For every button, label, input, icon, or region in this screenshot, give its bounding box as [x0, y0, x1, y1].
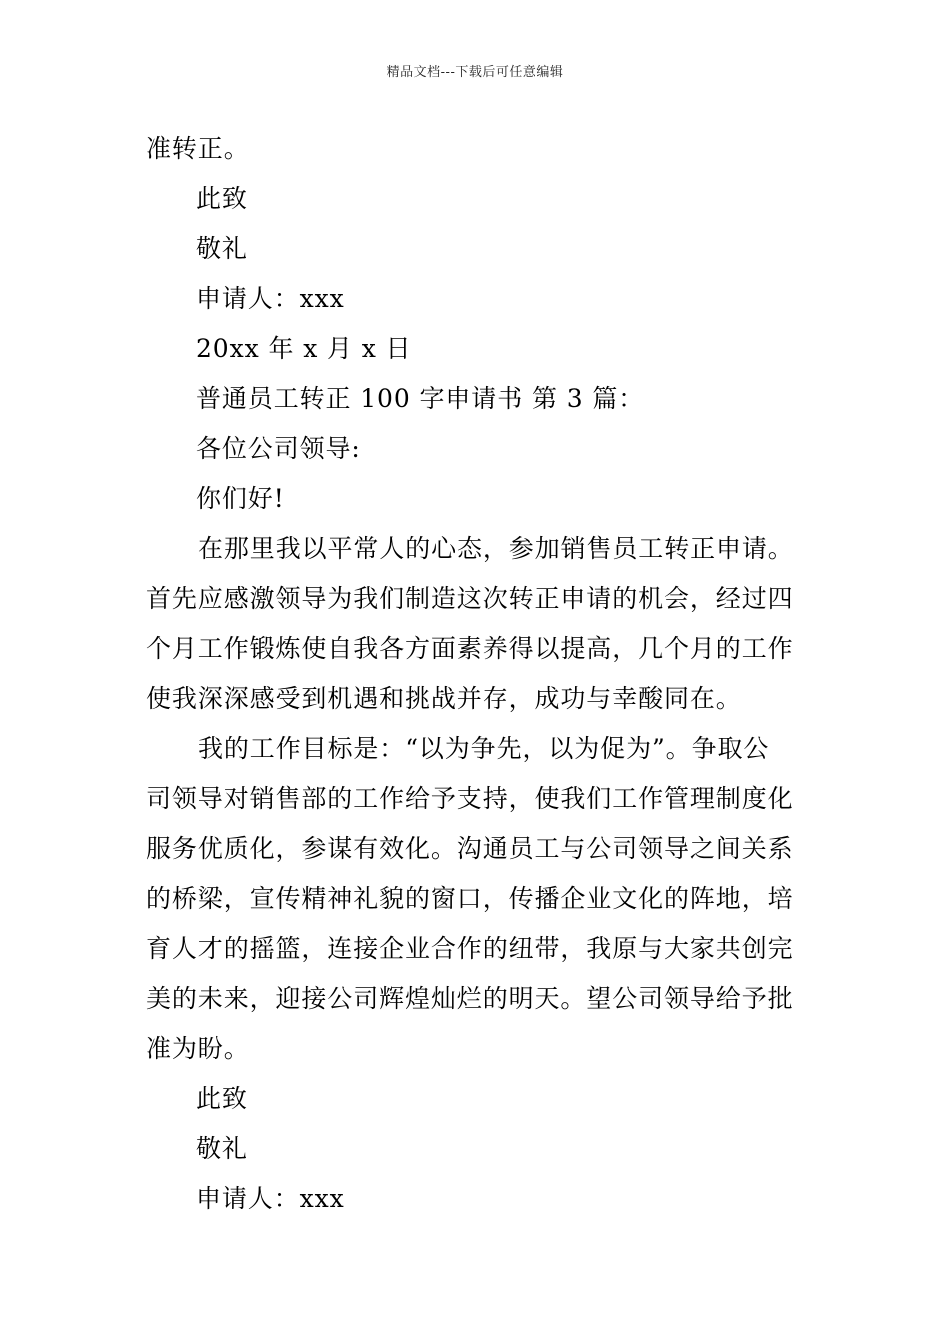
paragraph-line: 服务优质化，参谋有效化。沟通员工与公司领导之间关系: [146, 834, 794, 863]
greeting-hello: 你们好!: [196, 484, 285, 513]
document-body: [146, 124, 810, 1224]
paragraph-line: 准为盼。: [146, 1034, 250, 1063]
closing-salutation: 此致: [196, 184, 248, 213]
paragraph-line: 使我深深感受到机遇和挑战并存，成功与幸酸同在。: [146, 684, 742, 713]
paragraph-line: 司领导对销售部的工作给予支持，使我们工作管理制度化: [146, 784, 794, 813]
applicant-signature: 申请人：xxx: [196, 284, 345, 313]
greeting-recipients: 各位公司领导:: [196, 434, 361, 463]
section-title: 普通员工转正 100 字申请书 第 3 篇：: [196, 384, 645, 413]
applicant-signature: 申请人：xxx: [196, 1184, 345, 1213]
closing-regards: 敬礼: [196, 1134, 248, 1163]
paragraph-line: 我的工作目标是：“以为争先，以为促为”。争取公: [198, 734, 770, 763]
paragraph-line: 育人才的摇篮，连接企业合作的纽带，我原与大家共创完: [146, 934, 794, 963]
closing-regards: 敬礼: [196, 234, 248, 263]
signature-date: 20xx 年 x 月 x 日: [196, 334, 412, 363]
paragraph-line: 在那里我以平常人的心态，参加销售员工转正申请。: [198, 534, 794, 563]
text-line: 准转正。: [146, 134, 250, 163]
paragraph-line: 个月工作锻炼使自我各方面素养得以提高，几个月的工作: [146, 634, 794, 663]
closing-salutation: 此致: [196, 1084, 248, 1113]
paragraph-line: 美的未来，迎接公司辉煌灿烂的明天。望公司领导给予批: [146, 984, 794, 1013]
page-header: 精品文档---下载后可任意编辑: [386, 65, 564, 80]
paragraph-line: 首先应感激领导为我们制造这次转正申请的机会，经过四: [146, 584, 794, 613]
paragraph-line: 的桥梁，宣传精神礼貌的窗口，传播企业文化的阵地，培: [146, 884, 794, 913]
